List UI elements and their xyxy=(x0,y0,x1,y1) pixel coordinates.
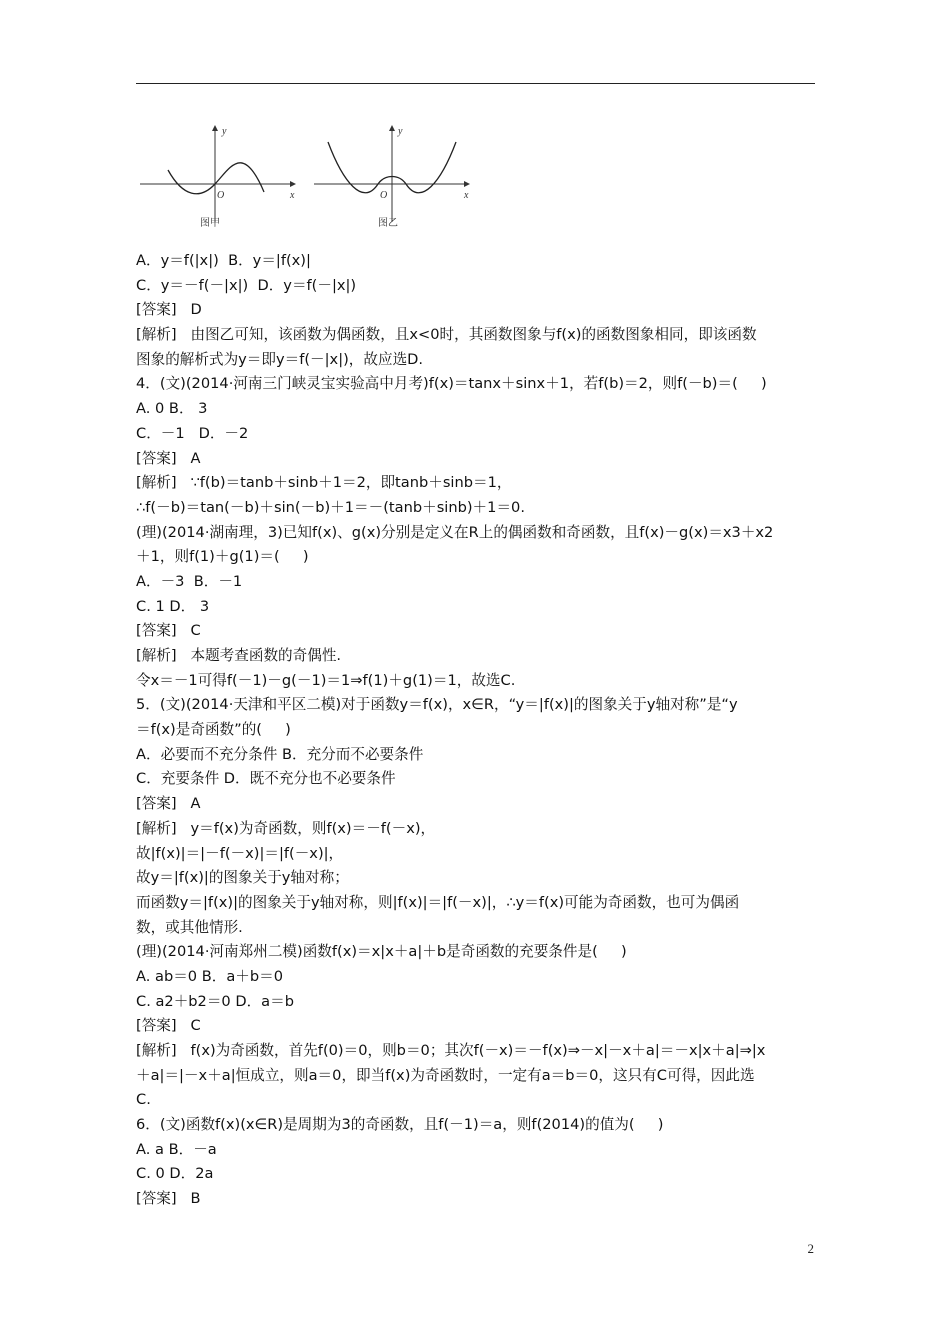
text-line: 故y＝|f(x)|的图象关于y轴对称； xyxy=(136,869,349,887)
curve-jia xyxy=(168,163,264,194)
text-line: C．y＝－f(－|x|) D．y＝f(－|x|) xyxy=(136,276,357,294)
text-line: [答案] A xyxy=(136,795,201,813)
text-line: A．－3 B．－1 xyxy=(136,572,243,590)
text-line: [答案] D xyxy=(136,301,202,319)
text-line: A. 0 B． 3 xyxy=(136,400,208,418)
text-line: [解析] y＝f(x)为奇函数，则f(x)＝－f(－x)， xyxy=(136,819,436,837)
text-line: [答案] A xyxy=(136,449,201,467)
text-line: C．充要条件 D．既不充分也不必要条件 xyxy=(136,770,396,788)
text-line: 6．(文)函数f(x)(x∈R)是周期为3的奇函数，且f(－1)＝a，则f(2014)的值为( ) xyxy=(136,1116,664,1134)
text-line: C．－1 D．－2 xyxy=(136,424,249,442)
y-label-right: y xyxy=(398,126,403,137)
origin-label-right: O xyxy=(380,190,388,201)
caption-jia: 图甲 xyxy=(200,218,220,229)
text-line: C. 0 D．2a xyxy=(136,1165,214,1183)
text-line: 故|f(x)|＝|－f(－x)|＝|f(－x)|， xyxy=(136,844,344,862)
text-line: A．y＝f(|x|) B．y＝|f(x)| xyxy=(136,252,311,269)
text-line: 图象的解析式为y＝即y＝f(－|x|)，故应选D. xyxy=(136,350,424,368)
graphs-svg xyxy=(138,122,478,234)
text-line: 4．(文)(2014·河南三门峡灵宝实验高中月考)f(x)＝tanx＋sinx＋1，若f(b)＝2，则f(－b)＝( ) xyxy=(136,375,767,393)
text-line: [解析] 由图乙可知，该函数为偶函数，且x<0时，其函数图象与f(x)的函数图象相同，即该函数 xyxy=(136,326,757,344)
text-line: (理)(2014·湖南理，3)已知f(x)、g(x)分别是定义在R上的偶函数和奇函数，且f(x)－g(x)＝x3＋x2 xyxy=(136,523,774,541)
graph-yi xyxy=(314,125,470,229)
page-number: 2 xyxy=(807,1241,814,1256)
text-line: A. a B．－a xyxy=(136,1140,217,1158)
text-line: ∴f(－b)＝tan(－b)＋sin(－b)＋1＝－(tanb＋sinb)＋1＝0. xyxy=(136,498,525,516)
y-arrow-left xyxy=(212,125,218,131)
text-line: 令x＝－1可得f(－1)－g(－1)＝1⇒f(1)＋g(1)＝1，故选C. xyxy=(136,671,516,689)
text-line: C. 1 D． 3 xyxy=(136,597,210,615)
origin-label-left: O xyxy=(217,190,225,201)
text-line: C. xyxy=(136,1091,151,1109)
y-arrow-right xyxy=(389,125,395,131)
document-body xyxy=(136,249,816,1212)
function-graphs-figure xyxy=(138,122,478,234)
x-label-left: x xyxy=(290,190,295,201)
text-line: [解析] f(x)为奇函数，首先f(0)＝0，则b＝0；其次f(－x)＝－f(x)⇒－x|－x＋a|＝－x|x＋a|⇒|x xyxy=(136,1042,766,1059)
text-line: (理)(2014·河南郑州二模)函数f(x)＝x|x＋a|＋b是奇函数的充要条件是( ) xyxy=(136,943,627,961)
x-arrow-left xyxy=(290,181,296,187)
text-line: 5．(文)(2014·天津和平区二模)对于函数y＝f(x)，x∈R，“y＝|f(x)|的图象关于y轴对称”是“y xyxy=(136,696,738,714)
text-line: 数，或其他情形. xyxy=(136,918,243,936)
header-rule xyxy=(136,83,815,84)
y-label-left: y xyxy=(222,126,227,137)
text-line: [答案] C xyxy=(136,622,201,640)
text-line: A. ab＝0 B．a＋b＝0 xyxy=(136,967,284,985)
x-label-right: x xyxy=(464,190,469,201)
text-line: A．必要而不充分条件 B．充分而不必要条件 xyxy=(136,745,424,763)
text-line: C. a2＋b2＝0 D．a＝b xyxy=(136,992,294,1010)
text-line: ＋1，则f(1)＋g(1)＝( ) xyxy=(136,548,309,566)
x-arrow-right xyxy=(464,181,470,187)
text-line: [解析] 本题考查函数的奇偶性. xyxy=(136,647,342,664)
text-line: [答案] B xyxy=(136,1190,201,1208)
text-line: ＝f(x)是奇函数”的( ) xyxy=(136,721,291,739)
text-line: ＋a|＝|－x＋a|恒成立，则a＝0，即当f(x)为奇函数时，一定有a＝b＝0，这只有C可得，因此选 xyxy=(136,1066,755,1084)
caption-yi: 图乙 xyxy=(378,218,398,229)
text-line: [答案] C xyxy=(136,1017,201,1035)
graph-jia xyxy=(140,125,296,229)
text-line: [解析] ∵f(b)＝tanb＋sinb＋1＝2，即tanb＋sinb＝1， xyxy=(136,474,512,492)
text-line: 而函数y＝|f(x)|的图象关于y轴对称，则|f(x)|＝|f(－x)|，∴y＝f(x)可能为奇函数，也可为偶函 xyxy=(136,893,740,911)
